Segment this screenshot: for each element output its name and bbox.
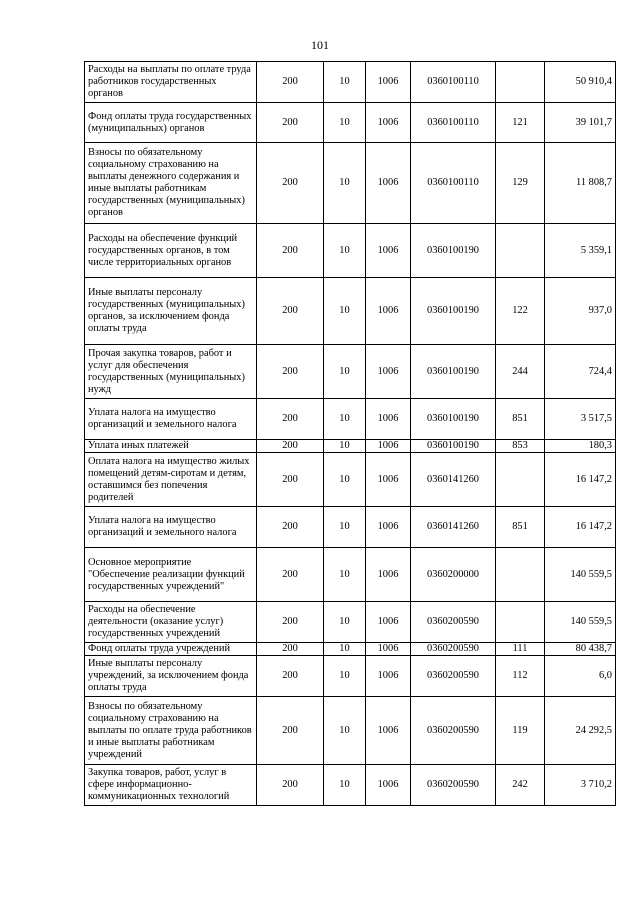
amount: 3 710,2 — [545, 765, 616, 806]
subsection-code: 1006 — [366, 278, 411, 345]
expense-type-code: 853 — [496, 440, 545, 453]
subsection-code: 1006 — [366, 643, 411, 656]
target-article-code: 0360100190 — [411, 345, 496, 399]
expense-type-code: 851 — [496, 399, 545, 440]
expense-type-code: 119 — [496, 697, 545, 765]
target-article-code: 0360100190 — [411, 399, 496, 440]
target-article-code: 0360100110 — [411, 103, 496, 143]
amount: 937,0 — [545, 278, 616, 345]
subsection-code: 1006 — [366, 62, 411, 103]
expense-type-code — [496, 602, 545, 643]
section-code: 10 — [324, 765, 366, 806]
page-number: 101 — [311, 38, 329, 52]
department-code: 200 — [257, 278, 324, 345]
department-code: 200 — [257, 224, 324, 278]
subsection-code: 1006 — [366, 548, 411, 602]
department-code: 200 — [257, 643, 324, 656]
table-row — [85, 143, 616, 224]
target-article-code: 0360200590 — [411, 765, 496, 806]
amount: 39 101,7 — [545, 103, 616, 143]
table-row — [85, 453, 616, 507]
expense-type-code: 129 — [496, 143, 545, 224]
table-row — [85, 602, 616, 643]
table-row — [85, 103, 616, 143]
expense-type-code: 121 — [496, 103, 545, 143]
subsection-code: 1006 — [366, 656, 411, 697]
department-code: 200 — [257, 62, 324, 103]
target-article-code: 0360141260 — [411, 507, 496, 548]
section-code: 10 — [324, 548, 366, 602]
subsection-code: 1006 — [366, 697, 411, 765]
subsection-code: 1006 — [366, 453, 411, 507]
section-code: 10 — [324, 453, 366, 507]
expense-name: Иные выплаты персоналу государственных (муниципальных) органов, за исключением фонда оплаты труда — [85, 278, 257, 345]
department-code: 200 — [257, 602, 324, 643]
target-article-code: 0360100190 — [411, 224, 496, 278]
subsection-code: 1006 — [366, 765, 411, 806]
amount: 724,4 — [545, 345, 616, 399]
target-article-code: 0360100190 — [411, 440, 496, 453]
expense-type-code: 242 — [496, 765, 545, 806]
section-code: 10 — [324, 643, 366, 656]
department-code: 200 — [257, 453, 324, 507]
expense-type-code: 111 — [496, 643, 545, 656]
table-row — [85, 278, 616, 345]
target-article-code: 0360200590 — [411, 643, 496, 656]
amount: 3 517,5 — [545, 399, 616, 440]
subsection-code: 1006 — [366, 143, 411, 224]
subsection-code: 1006 — [366, 399, 411, 440]
subsection-code: 1006 — [366, 602, 411, 643]
target-article-code: 0360200590 — [411, 602, 496, 643]
expense-name: Основное мероприятие "Обеспечение реализации функций государственных учреждений" — [85, 548, 257, 602]
department-code: 200 — [257, 507, 324, 548]
subsection-code: 1006 — [366, 440, 411, 453]
amount: 16 147,2 — [545, 453, 616, 507]
department-code: 200 — [257, 143, 324, 224]
department-code: 200 — [257, 656, 324, 697]
table-row — [85, 507, 616, 548]
table-row — [85, 345, 616, 399]
expense-name: Уплата налога на имущество организаций и земельного налога — [85, 507, 257, 548]
expense-type-code — [496, 224, 545, 278]
amount: 5 359,1 — [545, 224, 616, 278]
table-row — [85, 62, 616, 103]
expense-name: Расходы на обеспечение деятельности (оказание услуг) государственных учреждений — [85, 602, 257, 643]
amount: 24 292,5 — [545, 697, 616, 765]
expense-type-code — [496, 453, 545, 507]
section-code: 10 — [324, 507, 366, 548]
expense-type-code: 122 — [496, 278, 545, 345]
department-code: 200 — [257, 440, 324, 453]
subsection-code: 1006 — [366, 224, 411, 278]
target-article-code: 0360100110 — [411, 143, 496, 224]
department-code: 200 — [257, 697, 324, 765]
target-article-code: 0360100190 — [411, 278, 496, 345]
expense-name: Взносы по обязательному социальному страхованию на выплаты по оплате труда работников и иные выплаты работникам учреждений — [85, 697, 257, 765]
budget-table-body — [85, 62, 616, 806]
table-row — [85, 399, 616, 440]
budget-table — [84, 61, 616, 806]
section-code: 10 — [324, 697, 366, 765]
section-code: 10 — [324, 278, 366, 345]
table-row — [85, 643, 616, 656]
amount: 11 808,7 — [545, 143, 616, 224]
section-code: 10 — [324, 399, 366, 440]
target-article-code: 0360100110 — [411, 62, 496, 103]
section-code: 10 — [324, 62, 366, 103]
target-article-code: 0360200590 — [411, 697, 496, 765]
table-row — [85, 224, 616, 278]
section-code: 10 — [324, 143, 366, 224]
section-code: 10 — [324, 224, 366, 278]
amount: 16 147,2 — [545, 507, 616, 548]
expense-type-code — [496, 548, 545, 602]
section-code: 10 — [324, 602, 366, 643]
department-code: 200 — [257, 765, 324, 806]
expense-type-code: 112 — [496, 656, 545, 697]
expense-name: Иные выплаты персоналу учреждений, за исключением фонда оплаты труда — [85, 656, 257, 697]
amount: 140 559,5 — [545, 548, 616, 602]
expense-type-code — [496, 62, 545, 103]
expense-name: Взносы по обязательному социальному страхованию на выплаты денежного содержания и иные выплаты работникам государственных (муниципальных) органов — [85, 143, 257, 224]
amount: 50 910,4 — [545, 62, 616, 103]
expense-name: Фонд оплаты труда государственных (муниципальных) органов — [85, 103, 257, 143]
subsection-code: 1006 — [366, 345, 411, 399]
department-code: 200 — [257, 345, 324, 399]
amount: 140 559,5 — [545, 602, 616, 643]
expense-name: Фонд оплаты труда учреждений — [85, 643, 257, 656]
amount: 80 438,7 — [545, 643, 616, 656]
target-article-code: 0360200590 — [411, 656, 496, 697]
expense-name: Расходы на выплаты по оплате труда работников государственных органов — [85, 62, 257, 103]
expense-name: Оплата налога на имущество жилых помещений детям-сиротам и детям, оставшимся без попечения родителей — [85, 453, 257, 507]
section-code: 10 — [324, 103, 366, 143]
amount: 180,3 — [545, 440, 616, 453]
expense-name: Расходы на обеспечение функций государственных органов, в том числе территориальных органов — [85, 224, 257, 278]
section-code: 10 — [324, 345, 366, 399]
department-code: 200 — [257, 548, 324, 602]
section-code: 10 — [324, 656, 366, 697]
table-row — [85, 548, 616, 602]
expense-name: Прочая закупка товаров, работ и услуг для обеспечения государственных (муниципальных) нужд — [85, 345, 257, 399]
table-row — [85, 697, 616, 765]
department-code: 200 — [257, 399, 324, 440]
expense-type-code: 244 — [496, 345, 545, 399]
table-row — [85, 765, 616, 806]
expense-name: Уплата налога на имущество организаций и земельного налога — [85, 399, 257, 440]
expense-name: Уплата иных платежей — [85, 440, 257, 453]
expense-name: Закупка товаров, работ, услуг в сфере информационно-коммуникационных технологий — [85, 765, 257, 806]
subsection-code: 1006 — [366, 103, 411, 143]
department-code: 200 — [257, 103, 324, 143]
amount: 6,0 — [545, 656, 616, 697]
table-row — [85, 440, 616, 453]
target-article-code: 0360141260 — [411, 453, 496, 507]
table-row — [85, 656, 616, 697]
section-code: 10 — [324, 440, 366, 453]
expense-type-code: 851 — [496, 507, 545, 548]
target-article-code: 0360200000 — [411, 548, 496, 602]
subsection-code: 1006 — [366, 507, 411, 548]
